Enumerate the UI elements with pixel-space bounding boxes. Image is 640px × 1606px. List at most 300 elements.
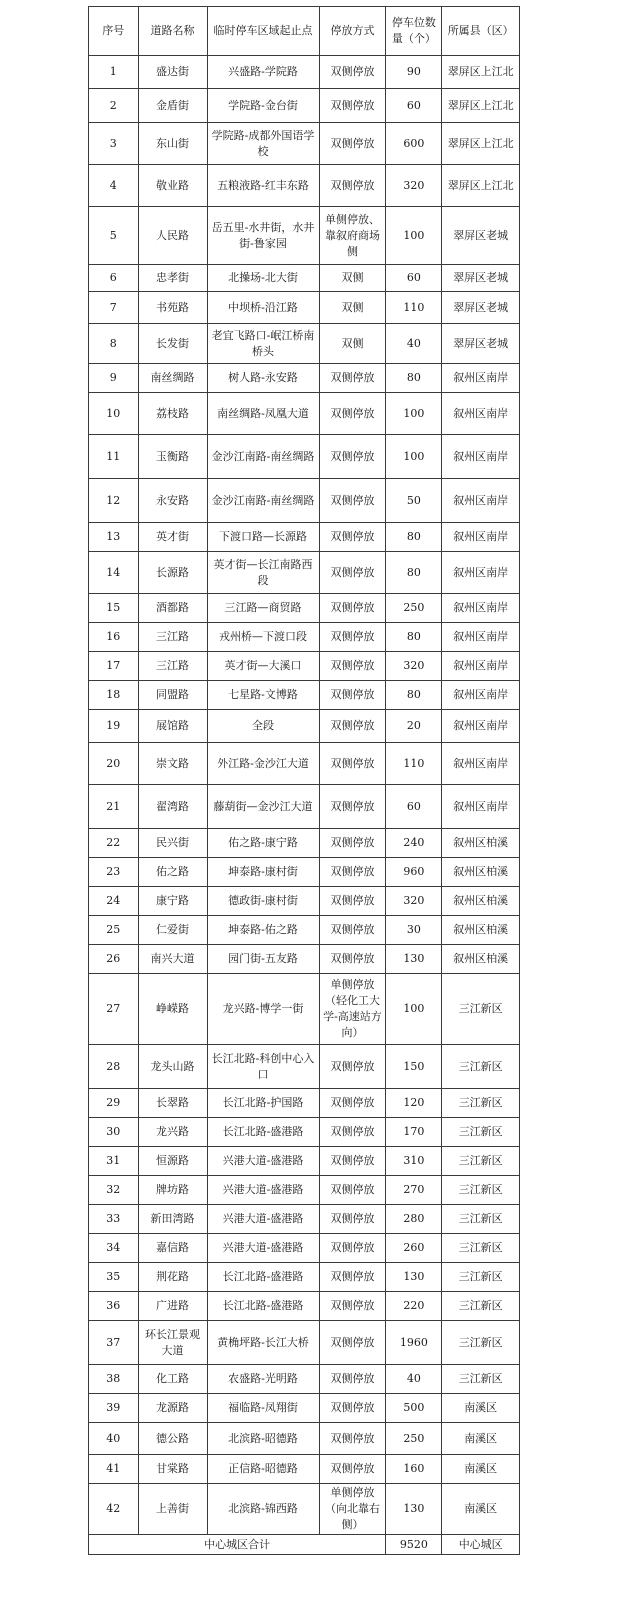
row-mode: 双侧停放 <box>319 1263 386 1292</box>
row-road: 龙头山路 <box>138 1045 207 1089</box>
table-row <box>89 56 520 89</box>
row-spaces: 80 <box>386 623 442 652</box>
table-header-row <box>89 7 520 56</box>
row-district: 三江新区 <box>442 1292 520 1321</box>
header-road: 道路名称 <box>138 7 207 56</box>
row-spaces: 50 <box>386 479 442 523</box>
row-range: 金沙江南路-南丝绸路 <box>207 479 319 523</box>
row-index: 26 <box>89 945 139 974</box>
row-range: 兴港大道-盛港路 <box>207 1205 319 1234</box>
row-spaces: 220 <box>386 1292 442 1321</box>
row-index: 34 <box>89 1234 139 1263</box>
row-spaces: 80 <box>386 552 442 594</box>
header-mode: 停放方式 <box>319 7 386 56</box>
table-row <box>89 292 520 324</box>
row-index: 21 <box>89 785 139 829</box>
total-spaces: 9520 <box>386 1535 442 1555</box>
table-row <box>89 1234 520 1263</box>
row-range: 南丝绸路-凤凰大道 <box>207 393 319 435</box>
row-road: 书苑路 <box>138 292 207 324</box>
row-spaces: 60 <box>386 265 442 292</box>
row-mode: 双侧停放 <box>319 916 386 945</box>
table-row <box>89 1176 520 1205</box>
row-mode: 双侧停放 <box>319 594 386 623</box>
row-district: 叙州区南岸 <box>442 594 520 623</box>
row-range: 岳五里-水井街，水井街-鲁家园 <box>207 207 319 265</box>
row-index: 39 <box>89 1394 139 1423</box>
row-spaces: 270 <box>386 1176 442 1205</box>
row-mode: 双侧停放 <box>319 364 386 393</box>
row-range: 德政街-康村街 <box>207 887 319 916</box>
row-district: 叙州区柏溪 <box>442 887 520 916</box>
row-road: 环长江景观大道 <box>138 1321 207 1365</box>
row-index: 5 <box>89 207 139 265</box>
row-road: 同盟路 <box>138 681 207 710</box>
row-district: 翠屏区上江北 <box>442 56 520 89</box>
table-row <box>89 523 520 552</box>
row-district: 叙州区南岸 <box>442 681 520 710</box>
row-mode: 双侧停放 <box>319 652 386 681</box>
row-road: 人民路 <box>138 207 207 265</box>
row-range: 金沙江南路-南丝绸路 <box>207 435 319 479</box>
row-road: 翟湾路 <box>138 785 207 829</box>
row-district: 叙州区柏溪 <box>442 945 520 974</box>
row-district: 叙州区柏溪 <box>442 858 520 887</box>
row-spaces: 130 <box>386 945 442 974</box>
row-mode: 双侧停放 <box>319 1394 386 1423</box>
row-range: 兴港大道-盛港路 <box>207 1234 319 1263</box>
row-district: 南溪区 <box>442 1484 520 1535</box>
row-spaces: 110 <box>386 292 442 324</box>
row-spaces: 600 <box>386 123 442 165</box>
row-mode: 双侧停放 <box>319 829 386 858</box>
row-mode: 双侧停放 <box>319 858 386 887</box>
row-mode: 单侧停放、靠叙府商场侧 <box>319 207 386 265</box>
row-road: 嘉信路 <box>138 1234 207 1263</box>
row-spaces: 80 <box>386 523 442 552</box>
row-index: 13 <box>89 523 139 552</box>
table-row <box>89 393 520 435</box>
row-road: 盛达街 <box>138 56 207 89</box>
row-index: 27 <box>89 974 139 1045</box>
table-row <box>89 1263 520 1292</box>
row-district: 三江新区 <box>442 1234 520 1263</box>
row-district: 南溪区 <box>442 1455 520 1484</box>
row-range: 外江路-金沙江大道 <box>207 743 319 785</box>
table-row <box>89 710 520 743</box>
row-road: 荔枝路 <box>138 393 207 435</box>
row-range: 戎州桥—下渡口段 <box>207 623 319 652</box>
row-district: 三江新区 <box>442 1263 520 1292</box>
row-index: 33 <box>89 1205 139 1234</box>
row-spaces: 100 <box>386 435 442 479</box>
row-road: 新田湾路 <box>138 1205 207 1234</box>
row-spaces: 80 <box>386 681 442 710</box>
table-row <box>89 681 520 710</box>
row-road: 恒源路 <box>138 1147 207 1176</box>
parking-table <box>88 6 520 1555</box>
row-index: 22 <box>89 829 139 858</box>
row-index: 40 <box>89 1423 139 1455</box>
row-spaces: 250 <box>386 594 442 623</box>
row-road: 长发街 <box>138 324 207 364</box>
row-mode: 双侧停放 <box>319 1118 386 1147</box>
row-spaces: 500 <box>386 1394 442 1423</box>
row-range: 长江北路-盛港路 <box>207 1292 319 1321</box>
row-mode: 双侧停放 <box>319 945 386 974</box>
row-spaces: 170 <box>386 1118 442 1147</box>
total-row <box>89 1535 520 1555</box>
row-mode: 双侧停放 <box>319 123 386 165</box>
row-spaces: 60 <box>386 785 442 829</box>
table-row <box>89 364 520 393</box>
table-row <box>89 324 520 364</box>
row-district: 叙州区南岸 <box>442 523 520 552</box>
row-index: 4 <box>89 165 139 207</box>
row-road: 三江路 <box>138 623 207 652</box>
table-row <box>89 887 520 916</box>
row-mode: 双侧停放 <box>319 887 386 916</box>
table-row <box>89 1045 520 1089</box>
row-range: 长江北路-盛港路 <box>207 1263 319 1292</box>
table-row <box>89 1292 520 1321</box>
row-index: 23 <box>89 858 139 887</box>
row-index: 16 <box>89 623 139 652</box>
row-range: 北滨路-昭德路 <box>207 1423 319 1455</box>
row-road: 三江路 <box>138 652 207 681</box>
row-index: 20 <box>89 743 139 785</box>
row-range: 英才街—大溪口 <box>207 652 319 681</box>
row-road: 金盾街 <box>138 89 207 123</box>
row-mode: 双侧停放 <box>319 1455 386 1484</box>
row-mode: 双侧停放 <box>319 785 386 829</box>
row-mode: 双侧停放 <box>319 393 386 435</box>
row-index: 35 <box>89 1263 139 1292</box>
row-mode: 双侧停放 <box>319 165 386 207</box>
row-district: 三江新区 <box>442 1089 520 1118</box>
row-road: 崇文路 <box>138 743 207 785</box>
table-row <box>89 1321 520 1365</box>
row-road: 民兴街 <box>138 829 207 858</box>
row-district: 叙州区南岸 <box>442 364 520 393</box>
row-index: 12 <box>89 479 139 523</box>
table-row <box>89 123 520 165</box>
table-row <box>89 1423 520 1455</box>
row-range: 兴港大道-盛港路 <box>207 1176 319 1205</box>
row-mode: 双侧停放 <box>319 1089 386 1118</box>
table-row <box>89 1205 520 1234</box>
row-district: 三江新区 <box>442 1176 520 1205</box>
row-spaces: 120 <box>386 1089 442 1118</box>
row-range: 佑之路-康宁路 <box>207 829 319 858</box>
row-range: 英才街—长江南路西段 <box>207 552 319 594</box>
row-index: 7 <box>89 292 139 324</box>
row-index: 8 <box>89 324 139 364</box>
row-road: 敬业路 <box>138 165 207 207</box>
row-spaces: 20 <box>386 710 442 743</box>
row-spaces: 960 <box>386 858 442 887</box>
row-spaces: 160 <box>386 1455 442 1484</box>
row-mode: 双侧停放 <box>319 1321 386 1365</box>
row-index: 42 <box>89 1484 139 1535</box>
row-index: 6 <box>89 265 139 292</box>
row-road: 永安路 <box>138 479 207 523</box>
row-road: 化工路 <box>138 1365 207 1394</box>
row-district: 翠屏区上江北 <box>442 165 520 207</box>
row-mode: 双侧 <box>319 292 386 324</box>
row-road: 长翠路 <box>138 1089 207 1118</box>
table-row <box>89 207 520 265</box>
row-spaces: 80 <box>386 364 442 393</box>
row-mode: 双侧停放 <box>319 523 386 552</box>
row-district: 三江新区 <box>442 1321 520 1365</box>
table-row <box>89 594 520 623</box>
row-range: 学院路-成都外国语学校 <box>207 123 319 165</box>
row-district: 三江新区 <box>442 1118 520 1147</box>
row-range: 北滨路-锦西路 <box>207 1484 319 1535</box>
row-spaces: 240 <box>386 829 442 858</box>
row-mode: 单侧停放（轻化工大学-高速站方向） <box>319 974 386 1045</box>
row-road: 广进路 <box>138 1292 207 1321</box>
row-district: 翠屏区老城 <box>442 265 520 292</box>
row-road: 甘棠路 <box>138 1455 207 1484</box>
row-road: 仁爱街 <box>138 916 207 945</box>
table-row <box>89 165 520 207</box>
row-spaces: 280 <box>386 1205 442 1234</box>
table-row <box>89 1147 520 1176</box>
row-index: 38 <box>89 1365 139 1394</box>
row-road: 酒都路 <box>138 594 207 623</box>
row-range: 农盛路-光明路 <box>207 1365 319 1394</box>
row-spaces: 100 <box>386 207 442 265</box>
row-range: 长江北路-科创中心入口 <box>207 1045 319 1089</box>
header-index: 序号 <box>89 7 139 56</box>
row-mode: 双侧停放 <box>319 681 386 710</box>
row-range: 学院路-金台街 <box>207 89 319 123</box>
row-district: 三江新区 <box>442 974 520 1045</box>
row-road: 上善街 <box>138 1484 207 1535</box>
row-spaces: 1960 <box>386 1321 442 1365</box>
row-mode: 双侧停放 <box>319 710 386 743</box>
row-spaces: 130 <box>386 1263 442 1292</box>
row-district: 翠屏区上江北 <box>442 89 520 123</box>
row-district: 叙州区南岸 <box>442 435 520 479</box>
row-index: 19 <box>89 710 139 743</box>
row-district: 叙州区南岸 <box>442 479 520 523</box>
table-row <box>89 1365 520 1394</box>
row-range: 兴港大道-盛港路 <box>207 1147 319 1176</box>
row-road: 南兴大道 <box>138 945 207 974</box>
row-range: 坤泰路-康村街 <box>207 858 319 887</box>
row-range: 园门街-五友路 <box>207 945 319 974</box>
row-range: 全段 <box>207 710 319 743</box>
row-range: 长江北路-盛港路 <box>207 1118 319 1147</box>
row-spaces: 110 <box>386 743 442 785</box>
row-spaces: 40 <box>386 324 442 364</box>
row-district: 三江新区 <box>442 1045 520 1089</box>
table-row <box>89 829 520 858</box>
row-index: 10 <box>89 393 139 435</box>
row-spaces: 150 <box>386 1045 442 1089</box>
table-row <box>89 1118 520 1147</box>
row-index: 17 <box>89 652 139 681</box>
row-range: 北操场-北大街 <box>207 265 319 292</box>
row-district: 三江新区 <box>442 1365 520 1394</box>
row-spaces: 130 <box>386 1484 442 1535</box>
row-range: 龙兴路-博学一街 <box>207 974 319 1045</box>
row-range: 福临路-凤翔街 <box>207 1394 319 1423</box>
table-row <box>89 858 520 887</box>
row-road: 龙兴路 <box>138 1118 207 1147</box>
row-index: 1 <box>89 56 139 89</box>
row-road: 峥嵘路 <box>138 974 207 1045</box>
table-body <box>89 56 520 1535</box>
row-district: 三江新区 <box>442 1205 520 1234</box>
row-spaces: 260 <box>386 1234 442 1263</box>
row-index: 28 <box>89 1045 139 1089</box>
table-row <box>89 1089 520 1118</box>
total-district: 中心城区 <box>442 1535 520 1555</box>
row-district: 三江新区 <box>442 1147 520 1176</box>
row-index: 11 <box>89 435 139 479</box>
header-district: 所属县（区） <box>442 7 520 56</box>
row-range: 老宜飞路口-岷江桥南桥头 <box>207 324 319 364</box>
row-road: 展馆路 <box>138 710 207 743</box>
table-row <box>89 1394 520 1423</box>
row-district: 南溪区 <box>442 1423 520 1455</box>
table-row <box>89 1484 520 1535</box>
row-range: 五粮液路-红丰东路 <box>207 165 319 207</box>
row-district: 叙州区南岸 <box>442 652 520 681</box>
table-row <box>89 1455 520 1484</box>
row-spaces: 90 <box>386 56 442 89</box>
table-row <box>89 785 520 829</box>
row-index: 41 <box>89 1455 139 1484</box>
row-index: 18 <box>89 681 139 710</box>
table-row <box>89 623 520 652</box>
header-spaces: 停车位数量（个） <box>386 7 442 56</box>
row-range: 树人路-永安路 <box>207 364 319 393</box>
row-road: 德公路 <box>138 1423 207 1455</box>
row-district: 叙州区柏溪 <box>442 829 520 858</box>
row-road: 荆花路 <box>138 1263 207 1292</box>
row-index: 2 <box>89 89 139 123</box>
row-index: 14 <box>89 552 139 594</box>
row-index: 36 <box>89 1292 139 1321</box>
row-index: 37 <box>89 1321 139 1365</box>
row-district: 叙州区柏溪 <box>442 916 520 945</box>
row-index: 31 <box>89 1147 139 1176</box>
row-mode: 双侧停放 <box>319 1423 386 1455</box>
row-index: 3 <box>89 123 139 165</box>
row-spaces: 320 <box>386 165 442 207</box>
row-spaces: 320 <box>386 887 442 916</box>
row-mode: 单侧停放（向北靠右侧） <box>319 1484 386 1535</box>
row-district: 翠屏区老城 <box>442 207 520 265</box>
row-mode: 双侧停放 <box>319 89 386 123</box>
row-range: 中坝桥-沿江路 <box>207 292 319 324</box>
row-index: 25 <box>89 916 139 945</box>
table-row <box>89 479 520 523</box>
row-district: 叙州区南岸 <box>442 743 520 785</box>
row-index: 24 <box>89 887 139 916</box>
row-index: 15 <box>89 594 139 623</box>
row-spaces: 60 <box>386 89 442 123</box>
row-range: 藤葫街—金沙江大道 <box>207 785 319 829</box>
table-row <box>89 652 520 681</box>
table-row <box>89 743 520 785</box>
row-index: 30 <box>89 1118 139 1147</box>
row-range: 坤泰路-佑之路 <box>207 916 319 945</box>
row-mode: 双侧停放 <box>319 1045 386 1089</box>
row-spaces: 30 <box>386 916 442 945</box>
parking-table-container <box>88 6 520 1555</box>
row-mode: 双侧 <box>319 324 386 364</box>
row-mode: 双侧停放 <box>319 435 386 479</box>
row-spaces: 100 <box>386 393 442 435</box>
row-road: 康宁路 <box>138 887 207 916</box>
row-road: 英才街 <box>138 523 207 552</box>
row-road: 南丝绸路 <box>138 364 207 393</box>
row-district: 南溪区 <box>442 1394 520 1423</box>
row-road: 佑之路 <box>138 858 207 887</box>
row-range: 长江北路-护国路 <box>207 1089 319 1118</box>
row-spaces: 320 <box>386 652 442 681</box>
row-range: 三江路—商贸路 <box>207 594 319 623</box>
row-district: 叙州区南岸 <box>442 393 520 435</box>
row-range: 黄桷坪路-长江大桥 <box>207 1321 319 1365</box>
row-district: 叙州区南岸 <box>442 710 520 743</box>
row-road: 忠孝街 <box>138 265 207 292</box>
row-mode: 双侧停放 <box>319 1205 386 1234</box>
table-row <box>89 945 520 974</box>
total-label: 中心城区合计 <box>89 1535 386 1555</box>
row-index: 32 <box>89 1176 139 1205</box>
row-mode: 双侧停放 <box>319 552 386 594</box>
row-district: 叙州区南岸 <box>442 623 520 652</box>
table-row <box>89 89 520 123</box>
row-road: 东山街 <box>138 123 207 165</box>
row-spaces: 100 <box>386 974 442 1045</box>
row-mode: 双侧停放 <box>319 1234 386 1263</box>
row-mode: 双侧停放 <box>319 479 386 523</box>
header-range: 临时停车区域起止点 <box>207 7 319 56</box>
row-mode: 双侧停放 <box>319 1147 386 1176</box>
row-road: 龙源路 <box>138 1394 207 1423</box>
row-district: 翠屏区上江北 <box>442 123 520 165</box>
row-mode: 双侧 <box>319 265 386 292</box>
row-district: 叙州区南岸 <box>442 785 520 829</box>
row-spaces: 250 <box>386 1423 442 1455</box>
table-row <box>89 435 520 479</box>
row-road: 牌坊路 <box>138 1176 207 1205</box>
row-range: 下渡口路—长源路 <box>207 523 319 552</box>
row-district: 翠屏区老城 <box>442 324 520 364</box>
table-row <box>89 916 520 945</box>
row-mode: 双侧停放 <box>319 743 386 785</box>
row-index: 9 <box>89 364 139 393</box>
table-row <box>89 552 520 594</box>
row-range: 正信路-昭德路 <box>207 1455 319 1484</box>
row-index: 29 <box>89 1089 139 1118</box>
row-range: 兴盛路-学院路 <box>207 56 319 89</box>
row-road: 玉衡路 <box>138 435 207 479</box>
row-mode: 双侧停放 <box>319 623 386 652</box>
row-road: 长源路 <box>138 552 207 594</box>
table-row <box>89 265 520 292</box>
row-spaces: 310 <box>386 1147 442 1176</box>
row-mode: 双侧停放 <box>319 1176 386 1205</box>
